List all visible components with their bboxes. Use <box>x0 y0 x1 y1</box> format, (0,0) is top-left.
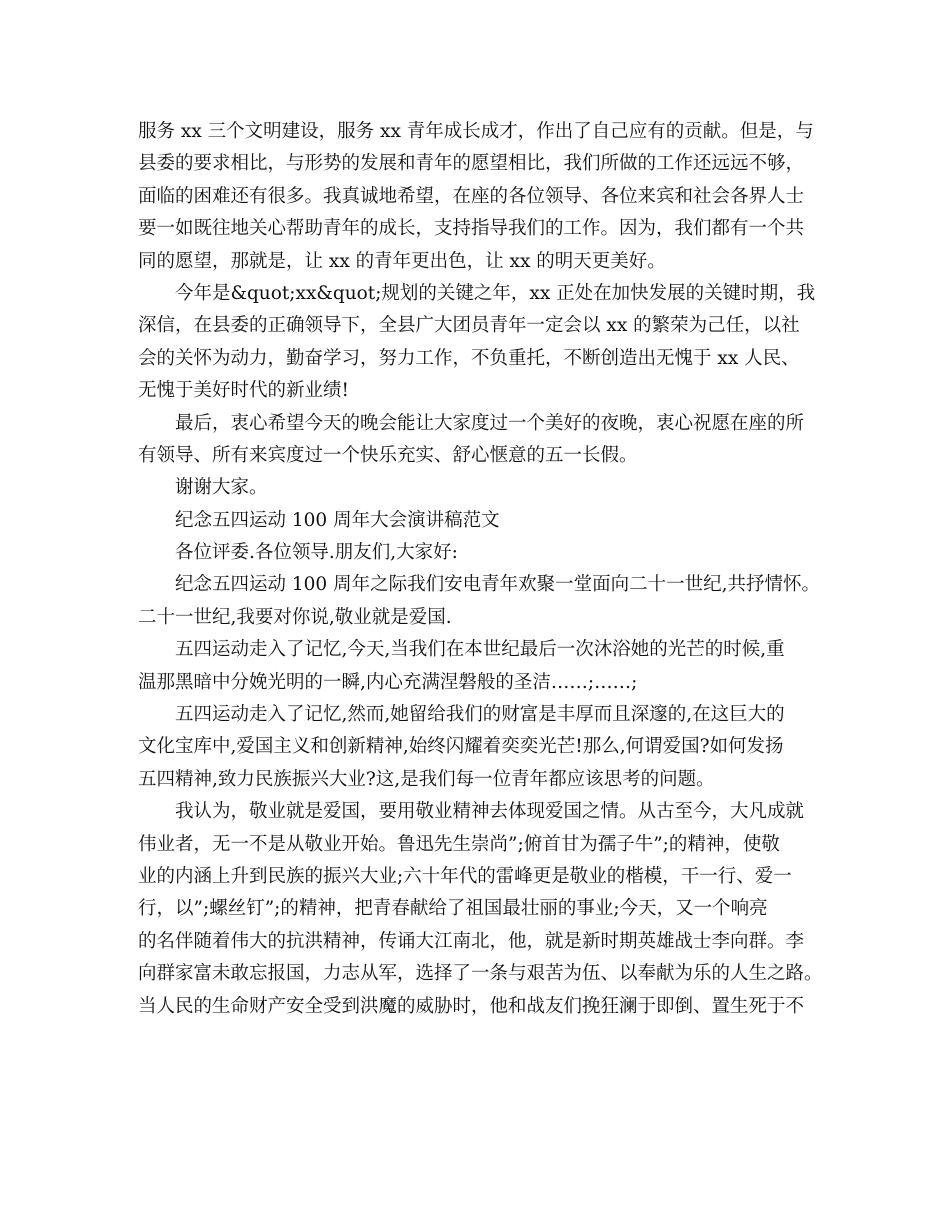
text-line: 无愧于美好时代的新业绩! <box>138 380 349 402</box>
text-line: 当人民的生命财产安全受到洪魔的威胁时，他和战友们挽狂澜于即倒、置生死于不 <box>138 995 805 1017</box>
text-line: 服务 xx 三个文明建设，服务 xx 青年成长成才，作出了自己应有的贡献。但是，与 <box>138 121 814 142</box>
text-line: 业的内涵上升到民族的振兴大业;六十年代的雷峰更是敬业的楷模，干一行、爱一 <box>138 865 792 887</box>
text-line: 最后，衷心希望今天的晚会能让大家度过一个美好的夜晚，衷心祝愿在座的所 <box>175 412 805 434</box>
text-line: 五四精神,致力民族振兴大业?这,是我们每一位青年都应该思考的问题。 <box>138 768 715 790</box>
text-line: 伟业者，无一不是从敬业开始。鲁迅先生崇尚”;俯首甘为孺子牛”;的精神，使敬 <box>138 833 780 855</box>
text-line: 深信，在县委的正确领导下，全县广大团员青年一定会以 xx 的繁荣为己任，以社 <box>138 315 800 337</box>
text-line: 五四运动走入了记忆,今天,当我们在本世纪最后一次沐浴她的光芒的时候,重 <box>175 639 785 661</box>
text-line: 要一如既往地关心帮助青年的成长，支持指导我们的工作。因为，我们都有一个共 <box>138 218 805 240</box>
text-line: 行，以”;螺丝钉”;的精神，把青春献给了祖国最壮丽的事业;今天，又一个响亮 <box>138 898 768 920</box>
text-line: 同的愿望，那就是，让 xx 的青年更出色，让 xx 的明天更美好。 <box>138 250 666 272</box>
text-line: 文化宝库中,爱国主义和创新精神,始终闪耀着奕奕光芒!那么,何谓爱国?如何发扬 <box>138 736 784 758</box>
text-line: 纪念五四运动 100 周年之际我们安电青年欢聚一堂面向二十一世纪,共抒情怀。 <box>175 574 820 596</box>
text-line: 我认为，敬业就是爱国，要用敬业精神去体现爱国之情。从古至今，大凡成就 <box>175 801 805 823</box>
text-line: 面临的困难还有很多。我真诚地希望，在座的各位领导、各位来宾和社会各界人士 <box>138 185 805 207</box>
text-line: 向群家富未敢忘报国，力志从军，选择了一条与艰苦为伍、以奉献为乐的人生之路。 <box>138 963 823 985</box>
text-line: 谢谢大家。 <box>175 477 268 499</box>
text-line: 今年是&quot;xx&quot;规划的关键之年，xx 正处在加快发展的关键时期，我 <box>175 282 816 304</box>
document-body <box>138 116 828 1023</box>
text-line: 二十一世纪,我要对你说,敬业就是爱国. <box>138 606 452 628</box>
text-line: 会的关怀为动力，勤奋学习，努力工作，不负重托，不断创造出无愧于 xx 人民、 <box>138 347 800 369</box>
text-line: 的名伴随着伟大的抗洪精神，传诵大江南北，他，就是新时期英雄战士李向群。李 <box>138 930 805 952</box>
text-line: 有领导、所有来宾度过一个快乐充实、舒心惬意的五一长假。 <box>138 444 638 466</box>
text-line: 温那黑暗中分娩光明的一瞬,内心充满涅磐般的圣洁……;……; <box>138 671 638 693</box>
text-line: 五四运动走入了记忆,然而,她留给我们的财富是丰厚而且深邃的,在这巨大的 <box>175 704 785 726</box>
text-line: 各位评委.各位领导.朋友们,大家好: <box>175 542 458 564</box>
text-line: 县委的要求相比，与形势的发展和青年的愿望相比，我们所做的工作还远远不够， <box>138 153 805 175</box>
text-line: 纪念五四运动 100 周年大会演讲稿范文 <box>175 509 500 531</box>
